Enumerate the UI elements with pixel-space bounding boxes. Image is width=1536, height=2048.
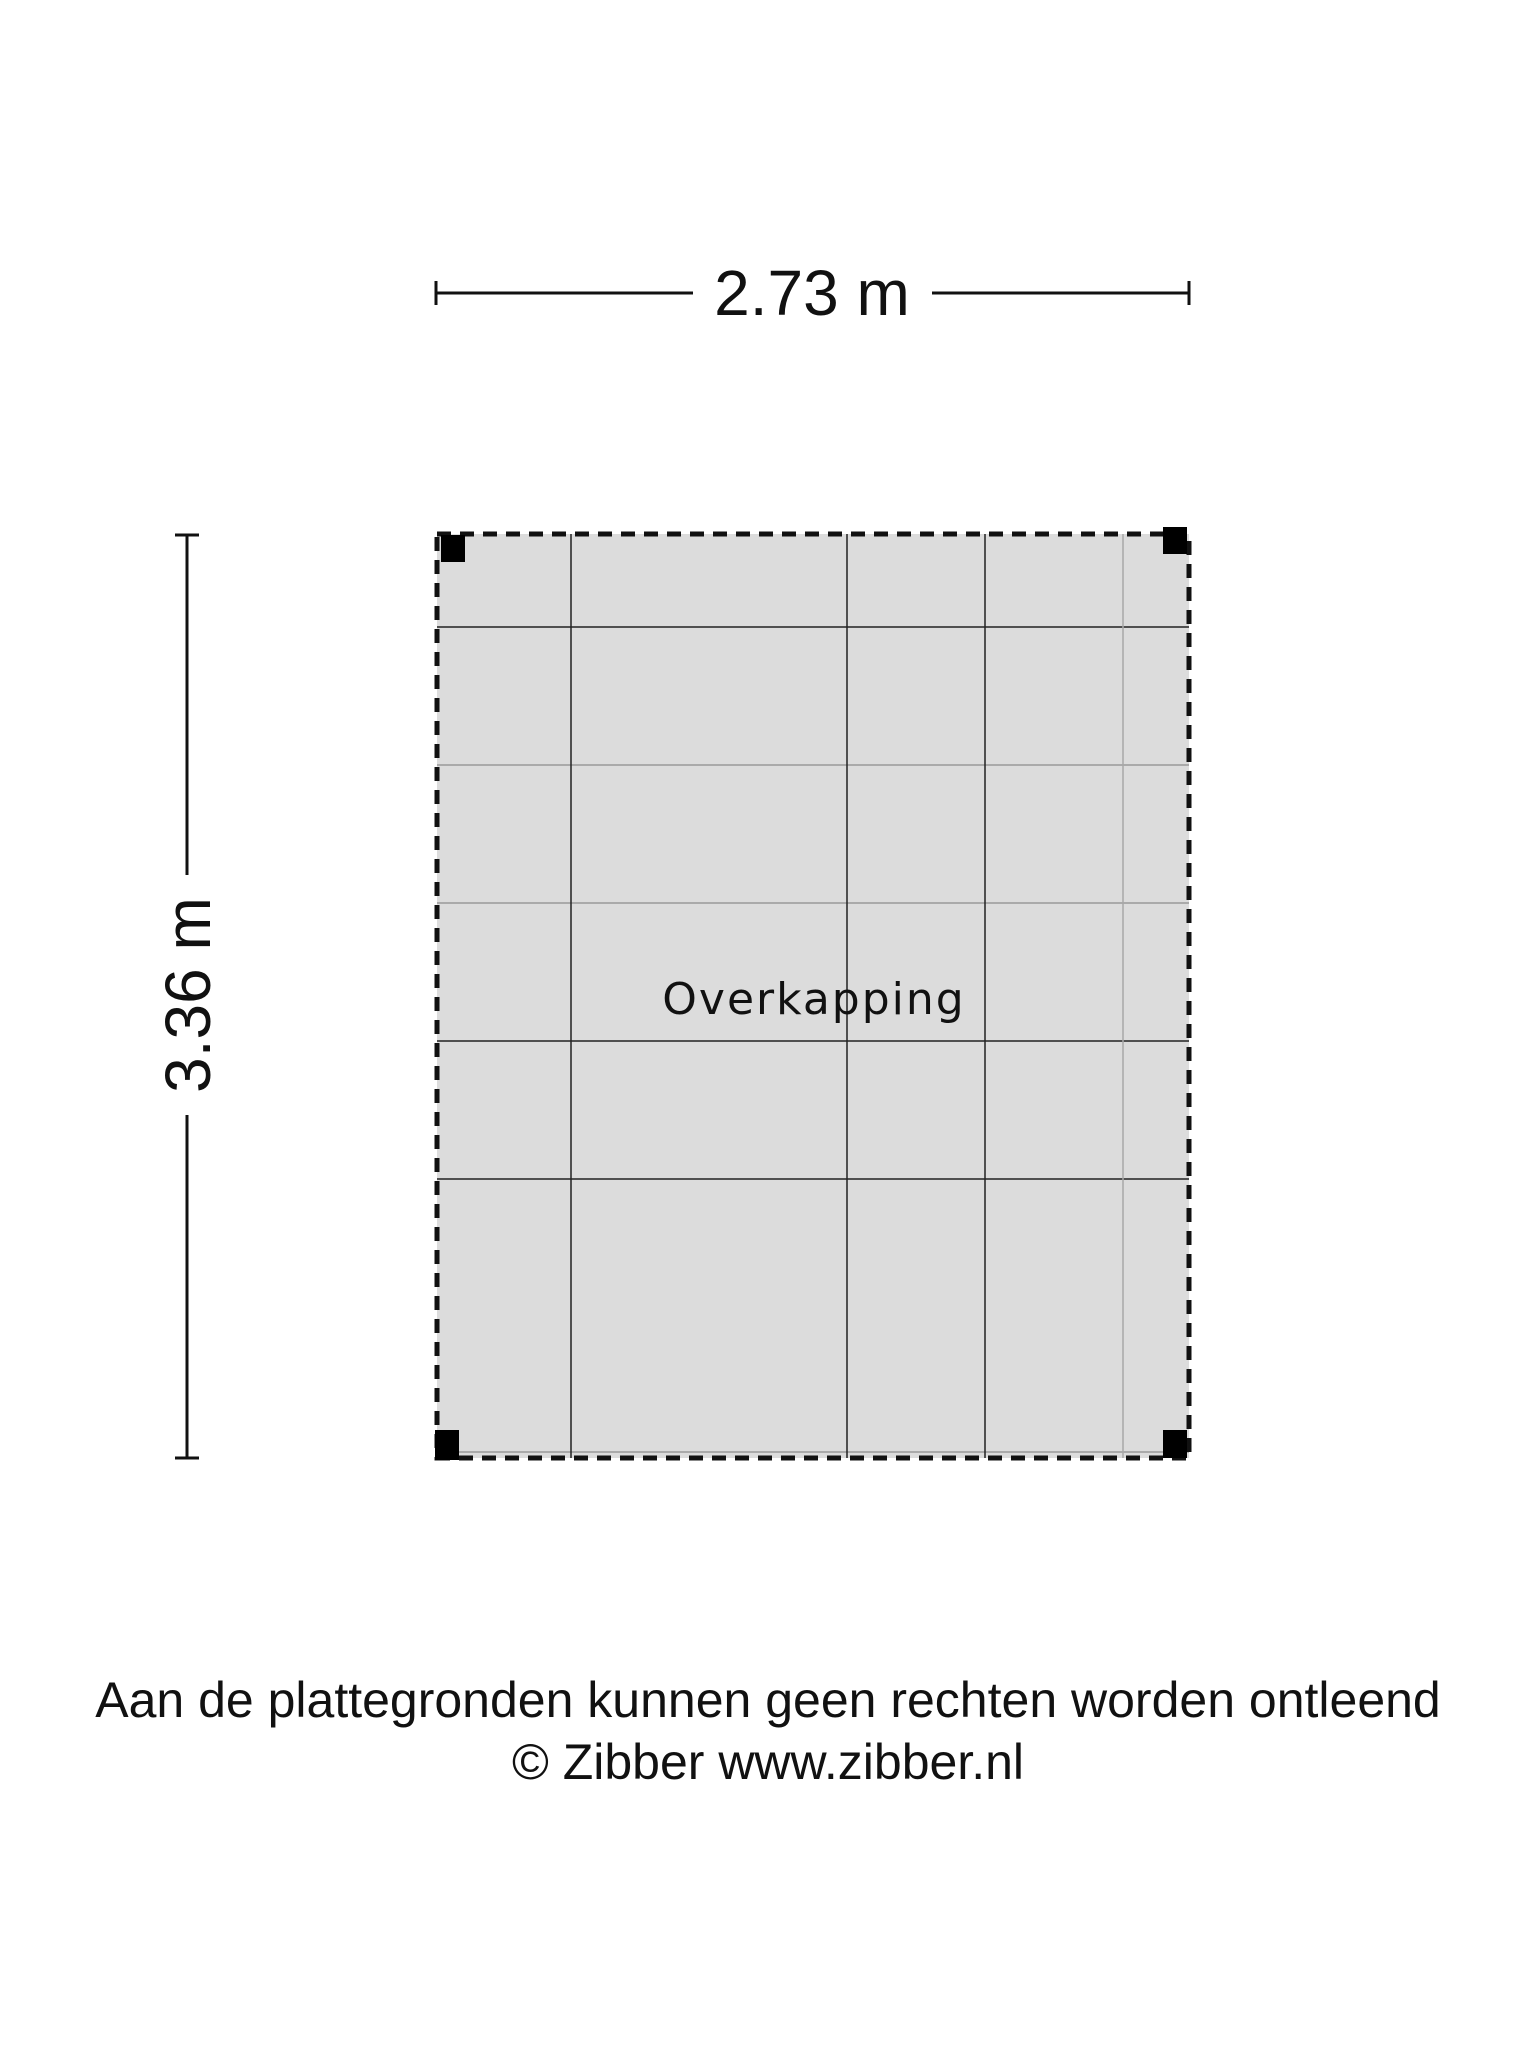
- corner-post-bottom-right: [1163, 1430, 1187, 1458]
- width-dimension: [436, 257, 1189, 329]
- disclaimer-text: Aan de plattegronden kunnen geen rechten worden ontleend: [95, 1672, 1441, 1728]
- height-dimension-label: 3.36 m: [152, 897, 224, 1093]
- copyright-text: © Zibber www.zibber.nl: [511, 1734, 1025, 1790]
- room-label: Overkapping: [662, 974, 966, 1025]
- corner-post-bottom-left: [435, 1430, 459, 1460]
- width-dimension-label: 2.73 m: [714, 257, 910, 329]
- height-dimension: [152, 535, 224, 1458]
- room-overkapping: [435, 527, 1189, 1460]
- corner-post-top-right: [1163, 527, 1187, 554]
- corner-post-top-left: [441, 535, 465, 562]
